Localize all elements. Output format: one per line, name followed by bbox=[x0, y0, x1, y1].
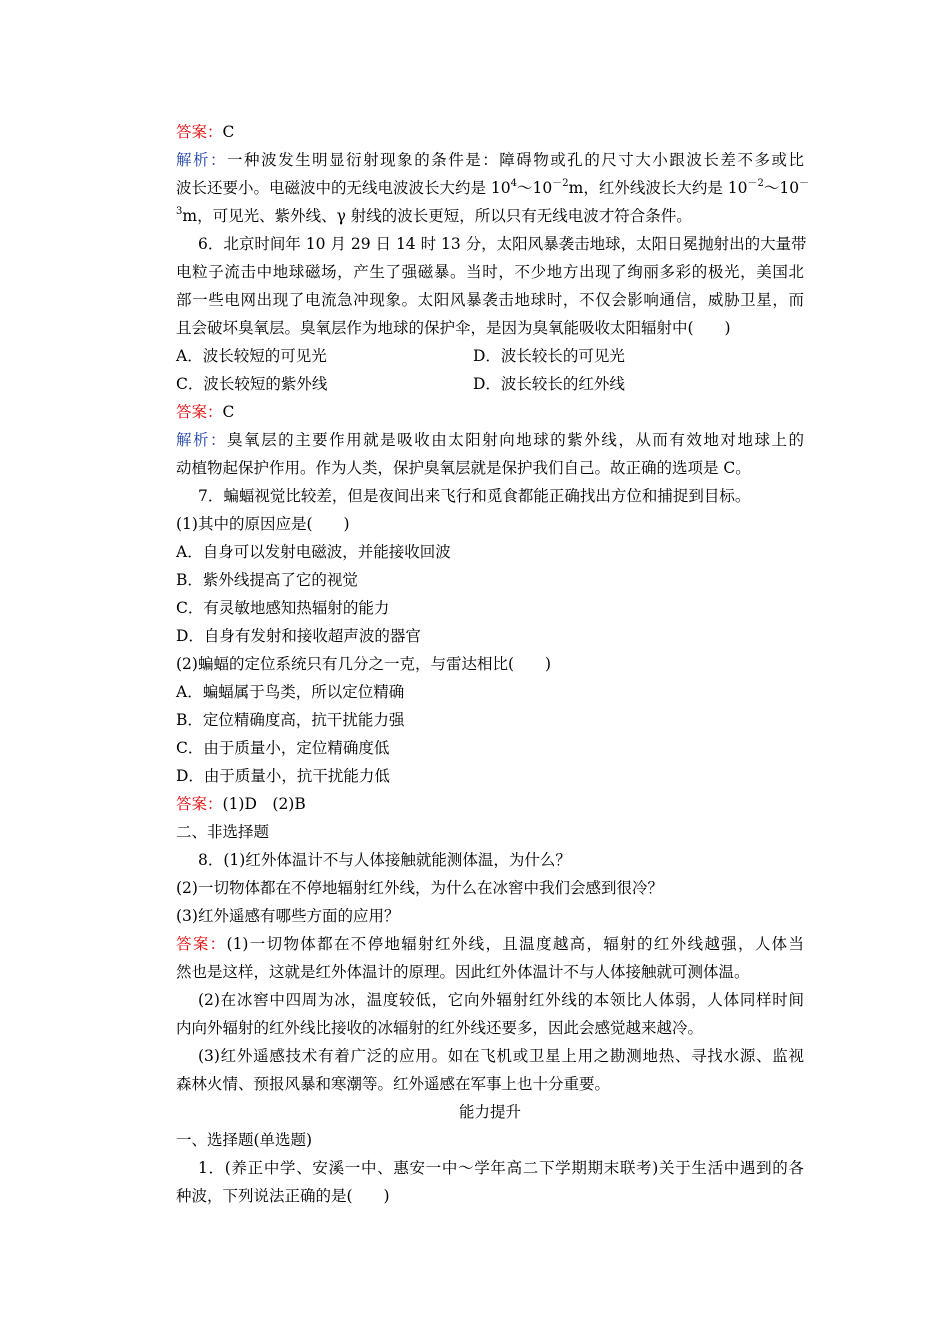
q7-sub2-option-b: B．定位精确度高，抗干扰能力强 bbox=[176, 711, 405, 729]
q6-analysis-line-2: 动植物起保护作用。作为人类，保护臭氧层就是保护我们自己。故正确的选项是 C。 bbox=[176, 459, 751, 477]
analysis-label: 解析： bbox=[176, 431, 228, 449]
q6-option-c: C．波长较短的紫外线 bbox=[176, 375, 328, 393]
section-heading-non-choice: 二、非选择题 bbox=[176, 823, 270, 841]
exponent: － bbox=[799, 177, 810, 189]
exponent: 4 bbox=[510, 177, 518, 189]
exponent: 3 bbox=[176, 205, 183, 217]
ability-section-title: 能力提升 bbox=[458, 1103, 521, 1121]
q7-answer-line bbox=[176, 794, 306, 814]
q7-stem: 7．蝙蝠视觉比较差，但是夜间出来飞行和觅食都能正确找出方位和捕捉到目标。 bbox=[198, 487, 751, 505]
answer-value: C bbox=[222, 123, 235, 141]
analysis-text: 臭氧层的主要作用就是吸收由太阳射向地球的紫外线，从而有效地对地球上的 bbox=[227, 431, 804, 449]
q1-stem-line-1: 1．(养正中学、安溪一中、惠安一中～学年高二下学期期末联考)关于生活中遇到的各 bbox=[198, 1159, 804, 1177]
analysis-text: 波长还要小。电磁波中的无线电波波长大约是 10 bbox=[176, 179, 511, 197]
q6-answer-line bbox=[176, 402, 234, 422]
q5-analysis-line-3 bbox=[176, 206, 692, 226]
q1-stem-line-2: 种波，下列说法正确的是( ) bbox=[176, 1187, 390, 1205]
analysis-text: ～10 bbox=[517, 179, 553, 197]
answer-text: (1)一切物体都在不停地辐射红外线，且温度越高，辐射的红外线越强，人体当 bbox=[226, 935, 804, 953]
q6-stem-line-1: 6．北京时间年 10 月 29 日 14 时 13 分，太阳风暴袭击地球，太阳日冕抛射出的大量带 bbox=[198, 235, 807, 253]
q8-answer-1-line-2: 然也是这样，这就是红外体温计的原理。因此红外体温计不与人体接触就可测体温。 bbox=[176, 963, 750, 981]
q6-stem-line-4: 且会破坏臭氧层。臭氧层作为地球的保护伞，是因为臭氧能吸收太阳辐射中( ) bbox=[176, 319, 731, 337]
q6-option-d2: D．波长较长的红外线 bbox=[473, 375, 625, 393]
q7-sub1-option-c: C．有灵敏地感知热辐射的能力 bbox=[176, 599, 390, 617]
analysis-text: m，可见光、紫外线、γ 射线的波长更短，所以只有无线电波才符合条件。 bbox=[182, 207, 692, 225]
exponent: －2 bbox=[747, 177, 764, 189]
q8-answer-3-line-2: 森林火情、预报风暴和寒潮等。红外遥感在军事上也十分重要。 bbox=[176, 1075, 611, 1093]
q5-analysis-line-2 bbox=[176, 178, 809, 198]
answer-label: 答案： bbox=[176, 935, 227, 953]
answer-value: (1)D (2)B bbox=[222, 795, 306, 813]
q5-analysis-line-1 bbox=[176, 150, 804, 170]
exponent: －2 bbox=[552, 177, 569, 189]
answer-value: C bbox=[222, 403, 235, 421]
analysis-text: ～10 bbox=[763, 179, 800, 197]
section-heading-choice: 一、选择题(单选题) bbox=[176, 1131, 313, 1149]
analysis-label: 解析： bbox=[176, 151, 228, 169]
analysis-text: m，红外线波长大约是 10 bbox=[568, 179, 748, 197]
q7-sub2-option-d: D．由于质量小，抗干扰能力低 bbox=[176, 767, 390, 785]
q8-stem-line-3: (3)红外遥感有哪些方面的应用？ bbox=[176, 907, 400, 925]
q5-answer-line bbox=[176, 122, 234, 142]
answer-label: 答案： bbox=[176, 123, 223, 141]
q8-stem-line-2: (2)一切物体都在不停地辐射红外线，为什么在冰窖中我们会感到很冷？ bbox=[176, 879, 663, 897]
q7-sub2-option-a: A．蝙蝠属于鸟类，所以定位精确 bbox=[176, 683, 405, 701]
q7-sub1: (1)其中的原因应是( ) bbox=[176, 515, 350, 533]
q8-answer-2-line-1: (2)在冰窖中四周为冰，温度较低，它向外辐射红外线的本领比人体弱，人体同样时间 bbox=[198, 991, 804, 1009]
q6-stem-line-3: 部一些电网出现了电流急冲现象。太阳风暴袭击地球时，不仅会影响通信，威胁卫星，而 bbox=[176, 291, 804, 309]
q7-sub1-option-b: B．紫外线提高了它的视觉 bbox=[176, 571, 358, 589]
analysis-text: 一种波发生明显衍射现象的条件是：障碍物或孔的尺寸大小跟波长差不多或比 bbox=[227, 151, 804, 169]
q7-sub1-option-d: D．自身有发射和接收超声波的器官 bbox=[176, 627, 421, 645]
q6-option-d1: D．波长较长的可见光 bbox=[473, 347, 625, 365]
q6-option-a: A．波长较短的可见光 bbox=[176, 347, 327, 365]
q7-sub2-option-c: C．由于质量小，定位精确度低 bbox=[176, 739, 390, 757]
q7-sub2: (2)蝙蝠的定位系统只有几分之一克，与雷达相比( ) bbox=[176, 655, 552, 673]
q8-answer-3-line-1: (3)红外遥感技术有着广泛的应用。如在飞机或卫星上用之勘测地热、寻找水源、监视 bbox=[198, 1047, 804, 1065]
q8-stem-line-1: 8．(1)红外体温计不与人体接触就能测体温，为什么？ bbox=[198, 851, 571, 869]
q8-answer-2-line-2: 内向外辐射的红外线比接收的冰辐射的红外线还要多，因此会感觉越来越冷。 bbox=[176, 1019, 704, 1037]
q6-stem-line-2: 电粒子流击中地球磁场，产生了强磁暴。当时，不少地方出现了绚丽多彩的极光，美国北 bbox=[176, 263, 804, 281]
q6-analysis-line-1 bbox=[176, 430, 804, 450]
answer-label: 答案： bbox=[176, 403, 223, 421]
q7-sub1-option-a: A．自身可以发射电磁波，并能接收回波 bbox=[176, 543, 451, 561]
answer-label: 答案： bbox=[176, 795, 223, 813]
q8-answer-1-line-1 bbox=[176, 934, 804, 954]
